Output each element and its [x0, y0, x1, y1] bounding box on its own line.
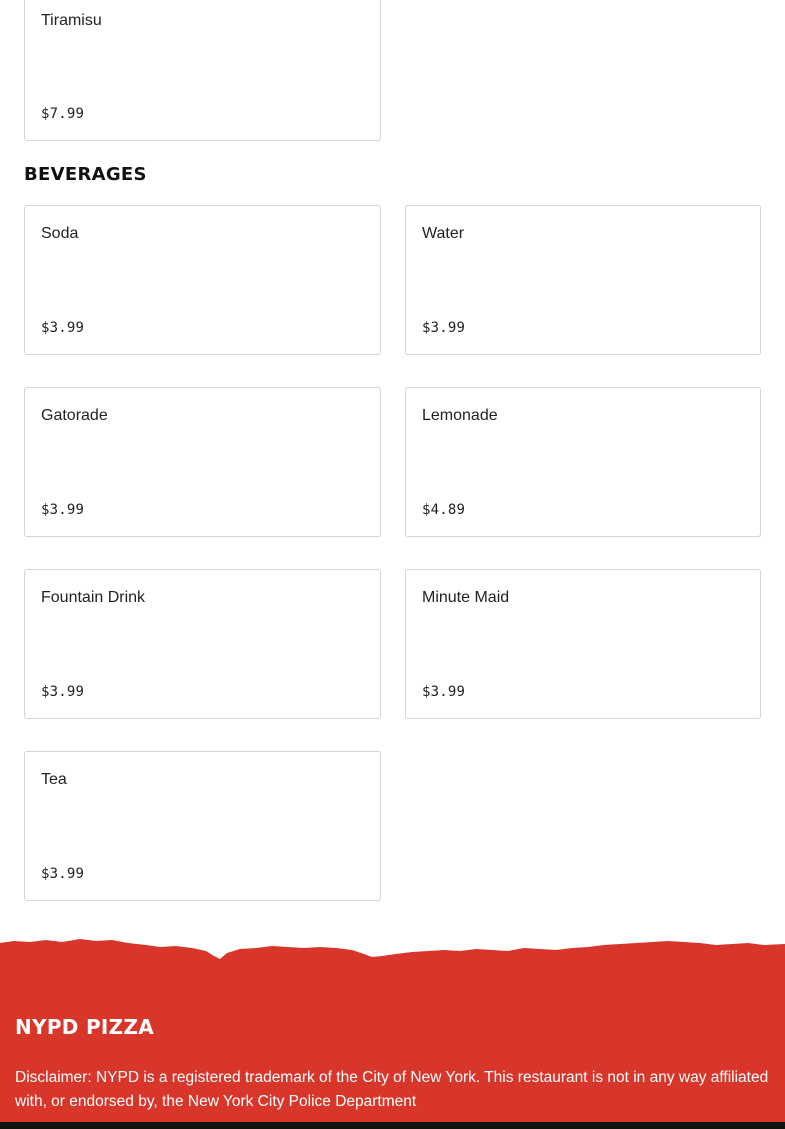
bottom-bar	[0, 1122, 785, 1129]
menu-item-price: $3.99	[422, 684, 466, 700]
menu-item-price: $7.99	[41, 106, 85, 122]
menu-item-name: Lemonade	[422, 407, 498, 424]
menu-item-card[interactable]	[405, 569, 761, 719]
menu-item-card[interactable]	[24, 205, 381, 355]
menu-item-price: $3.99	[41, 866, 85, 882]
menu-item-name: Tea	[41, 771, 67, 788]
site-footer	[0, 936, 785, 1129]
menu-item-price: $4.89	[422, 502, 466, 518]
menu-item-card[interactable]	[405, 205, 761, 355]
menu-item-card[interactable]	[24, 0, 381, 141]
menu-item-price: $3.99	[422, 320, 466, 336]
menu-item-card[interactable]	[24, 387, 381, 537]
menu-item-name: Soda	[41, 225, 79, 242]
menu-item-price: $3.99	[41, 502, 85, 518]
footer-brand: NYPD PIZZA	[15, 1015, 155, 1039]
menu-item-name: Tiramisu	[41, 12, 102, 29]
menu-item-name: Fountain Drink	[41, 589, 146, 606]
menu-item-price: $3.99	[41, 320, 85, 336]
menu-item-name: Minute Maid	[422, 589, 510, 606]
menu-item-card[interactable]	[24, 569, 381, 719]
menu-item-name: Water	[422, 225, 465, 242]
menu-item-card[interactable]	[405, 387, 761, 537]
menu-item-price: $3.99	[41, 684, 85, 700]
section-title-beverages: BEVERAGES	[24, 164, 147, 185]
footer-disclaimer: Disclaimer: NYPD is a registered trademark of the City of New York. This restaurant is not in any way affiliated with, or endorsed by, the New York City Police Department	[15, 1069, 769, 1110]
menu-item-card[interactable]	[24, 751, 381, 901]
menu-item-name: Gatorade	[41, 407, 108, 424]
